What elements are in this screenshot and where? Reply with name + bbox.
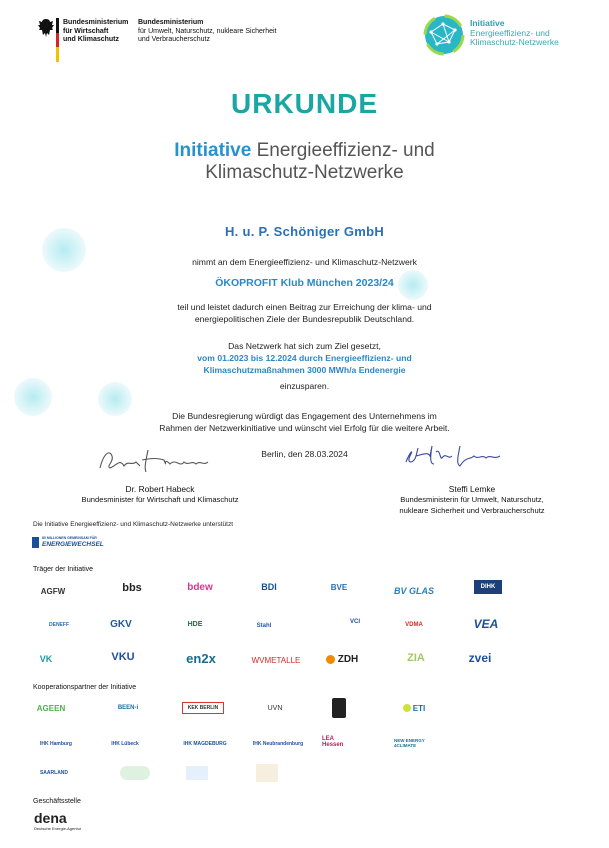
document-subtitle: Initiative Energieeffizienz- und Klimaschutz-Netzwerke [174, 140, 435, 183]
logo-eti: ETI [394, 702, 434, 714]
logo-vea: VEA [473, 617, 499, 631]
logo-partner-beige [256, 764, 278, 782]
logo-hde: HDE [187, 620, 203, 628]
support-line: Die Initiative Energieeffizienz- und Klimaschutz-Netzwerke unterstützt [33, 521, 234, 528]
logo-wvmetalle: WVMETALLE [251, 655, 301, 665]
federal-eagle-icon [37, 18, 55, 38]
ministry-bmuv: Bundesministerium für Umwelt, Naturschutz, nukleare Sicherheit und Verbraucherschutz [138, 19, 277, 43]
savings-goal: vom 01.2023 bis 12.2024 durch Energieeffizienz- und Klimaschutzmaßnahmen 3000 MWh/a Endenergie [197, 353, 412, 375]
logo-bve: BVE [330, 582, 348, 592]
logo-partner-blue [186, 766, 208, 780]
kooperation-title: Kooperationspartner der Initiative [33, 684, 137, 691]
signer-lemke: Steffi Lemke Bundesministerin für Umwelt, Naturschutz, nukleare Sicherheit und Verbraucherschutz [399, 484, 545, 515]
signature-habeck [96, 446, 216, 476]
logo-lea-hessen: LEA Hessen [322, 736, 344, 748]
logo-zdh: ZDH [322, 652, 362, 666]
logo-vku: VKU [111, 651, 135, 663]
logo-new-energy-4climate: NEW ENERGY 4CLIMATE [394, 738, 425, 748]
logo-agfw: AGFW [40, 586, 66, 596]
contribution-text: teil und leistet dadurch einen Beitrag zur Erreichung der klima- und energiepolitischen Ziele der Bundesrepublik Deutschland. [177, 302, 432, 324]
network-name: ÖKOPROFIT Klub München 2023/24 [215, 277, 394, 289]
logo-partner-dark [332, 698, 346, 718]
logo-zia: ZIA [407, 652, 425, 664]
logo-zvei: zvei [468, 651, 492, 665]
place-and-date: Berlin, den 28.03.2024 [261, 449, 348, 459]
ministry-bmwk: Bundesministerium für Wirtschaft und Klimaschutz [63, 19, 129, 43]
company-name: H. u. P. Schöniger GmbH [224, 224, 385, 239]
logo-ihk-magdeburg: IHK MAGDEBURG [183, 741, 227, 747]
signature-lemke [400, 442, 510, 472]
participation-text: nimmt an dem Energieeffizienz- und Klimaschutz-Netzwerk [192, 257, 417, 267]
logo-bdi: BDI [261, 582, 277, 592]
logo-vdma: VDMA [405, 622, 423, 628]
logo-gkv: GKV [110, 618, 132, 630]
logo-kek-berlin: KEK BERLIN [182, 702, 224, 714]
signer-habeck: Dr. Robert Habeck Bundesminister für Wirtschaft und Klimaschutz [81, 484, 239, 504]
logo-dihk: DIHK [474, 580, 502, 594]
initiative-globe-icon [423, 14, 465, 56]
logo-bdew: bdew [187, 581, 213, 593]
logo-ihk-luebeck: IHK Lübeck [111, 741, 139, 747]
logo-uvn: UVN [267, 704, 283, 712]
acknowledgement-text: Die Bundesregierung würdigt das Engagement des Unternehmens im Rahmen der Netzwerkinitiative und wünscht viel Erfolg für die weitere Arbeit. [159, 411, 450, 433]
initiative-logo-text: Initiative Energieeffizienz- und Klimaschutz-Netzwerke [470, 18, 559, 47]
logo-been-i: BEEN-i [117, 705, 139, 711]
logo-bvglas: BV GLAS [394, 586, 435, 596]
german-flag-stripe [56, 18, 59, 62]
logo-deneff: DENEFF [49, 622, 69, 628]
logo-vci: VCI [349, 619, 360, 625]
dena-logo: dena Deutsche Energie-Agentur [34, 810, 82, 831]
logo-ihk-hamburg: IHK Hamburg [40, 741, 72, 747]
traeger-title: Träger der Initiative [33, 566, 94, 573]
geschaeftsstelle-title: Geschäftsstelle [33, 798, 81, 805]
goal-end-text: einzusparen. [279, 381, 330, 391]
logo-saarland: SAARLAND [39, 770, 69, 776]
goal-intro-text: Das Netzwerk hat sich zum Ziel gesetzt, [228, 341, 381, 351]
logo-ihk-neubrandenburg: IHK Neubrandenburg [252, 741, 304, 747]
logo-ageen: AGEEN [36, 703, 66, 713]
document-title: URKUNDE [231, 88, 378, 119]
logo-en2x: en2x [186, 650, 216, 666]
energiewechsel-logo: 80 MILLIONEN GEMEINSAM FÜR ENERGIEWECHSEL [32, 536, 112, 550]
logo-bbs: bbs [122, 582, 142, 594]
logo-vk: VK [39, 654, 53, 664]
logo-stahl: Stahl [256, 623, 272, 629]
logo-partner-green [120, 766, 150, 780]
